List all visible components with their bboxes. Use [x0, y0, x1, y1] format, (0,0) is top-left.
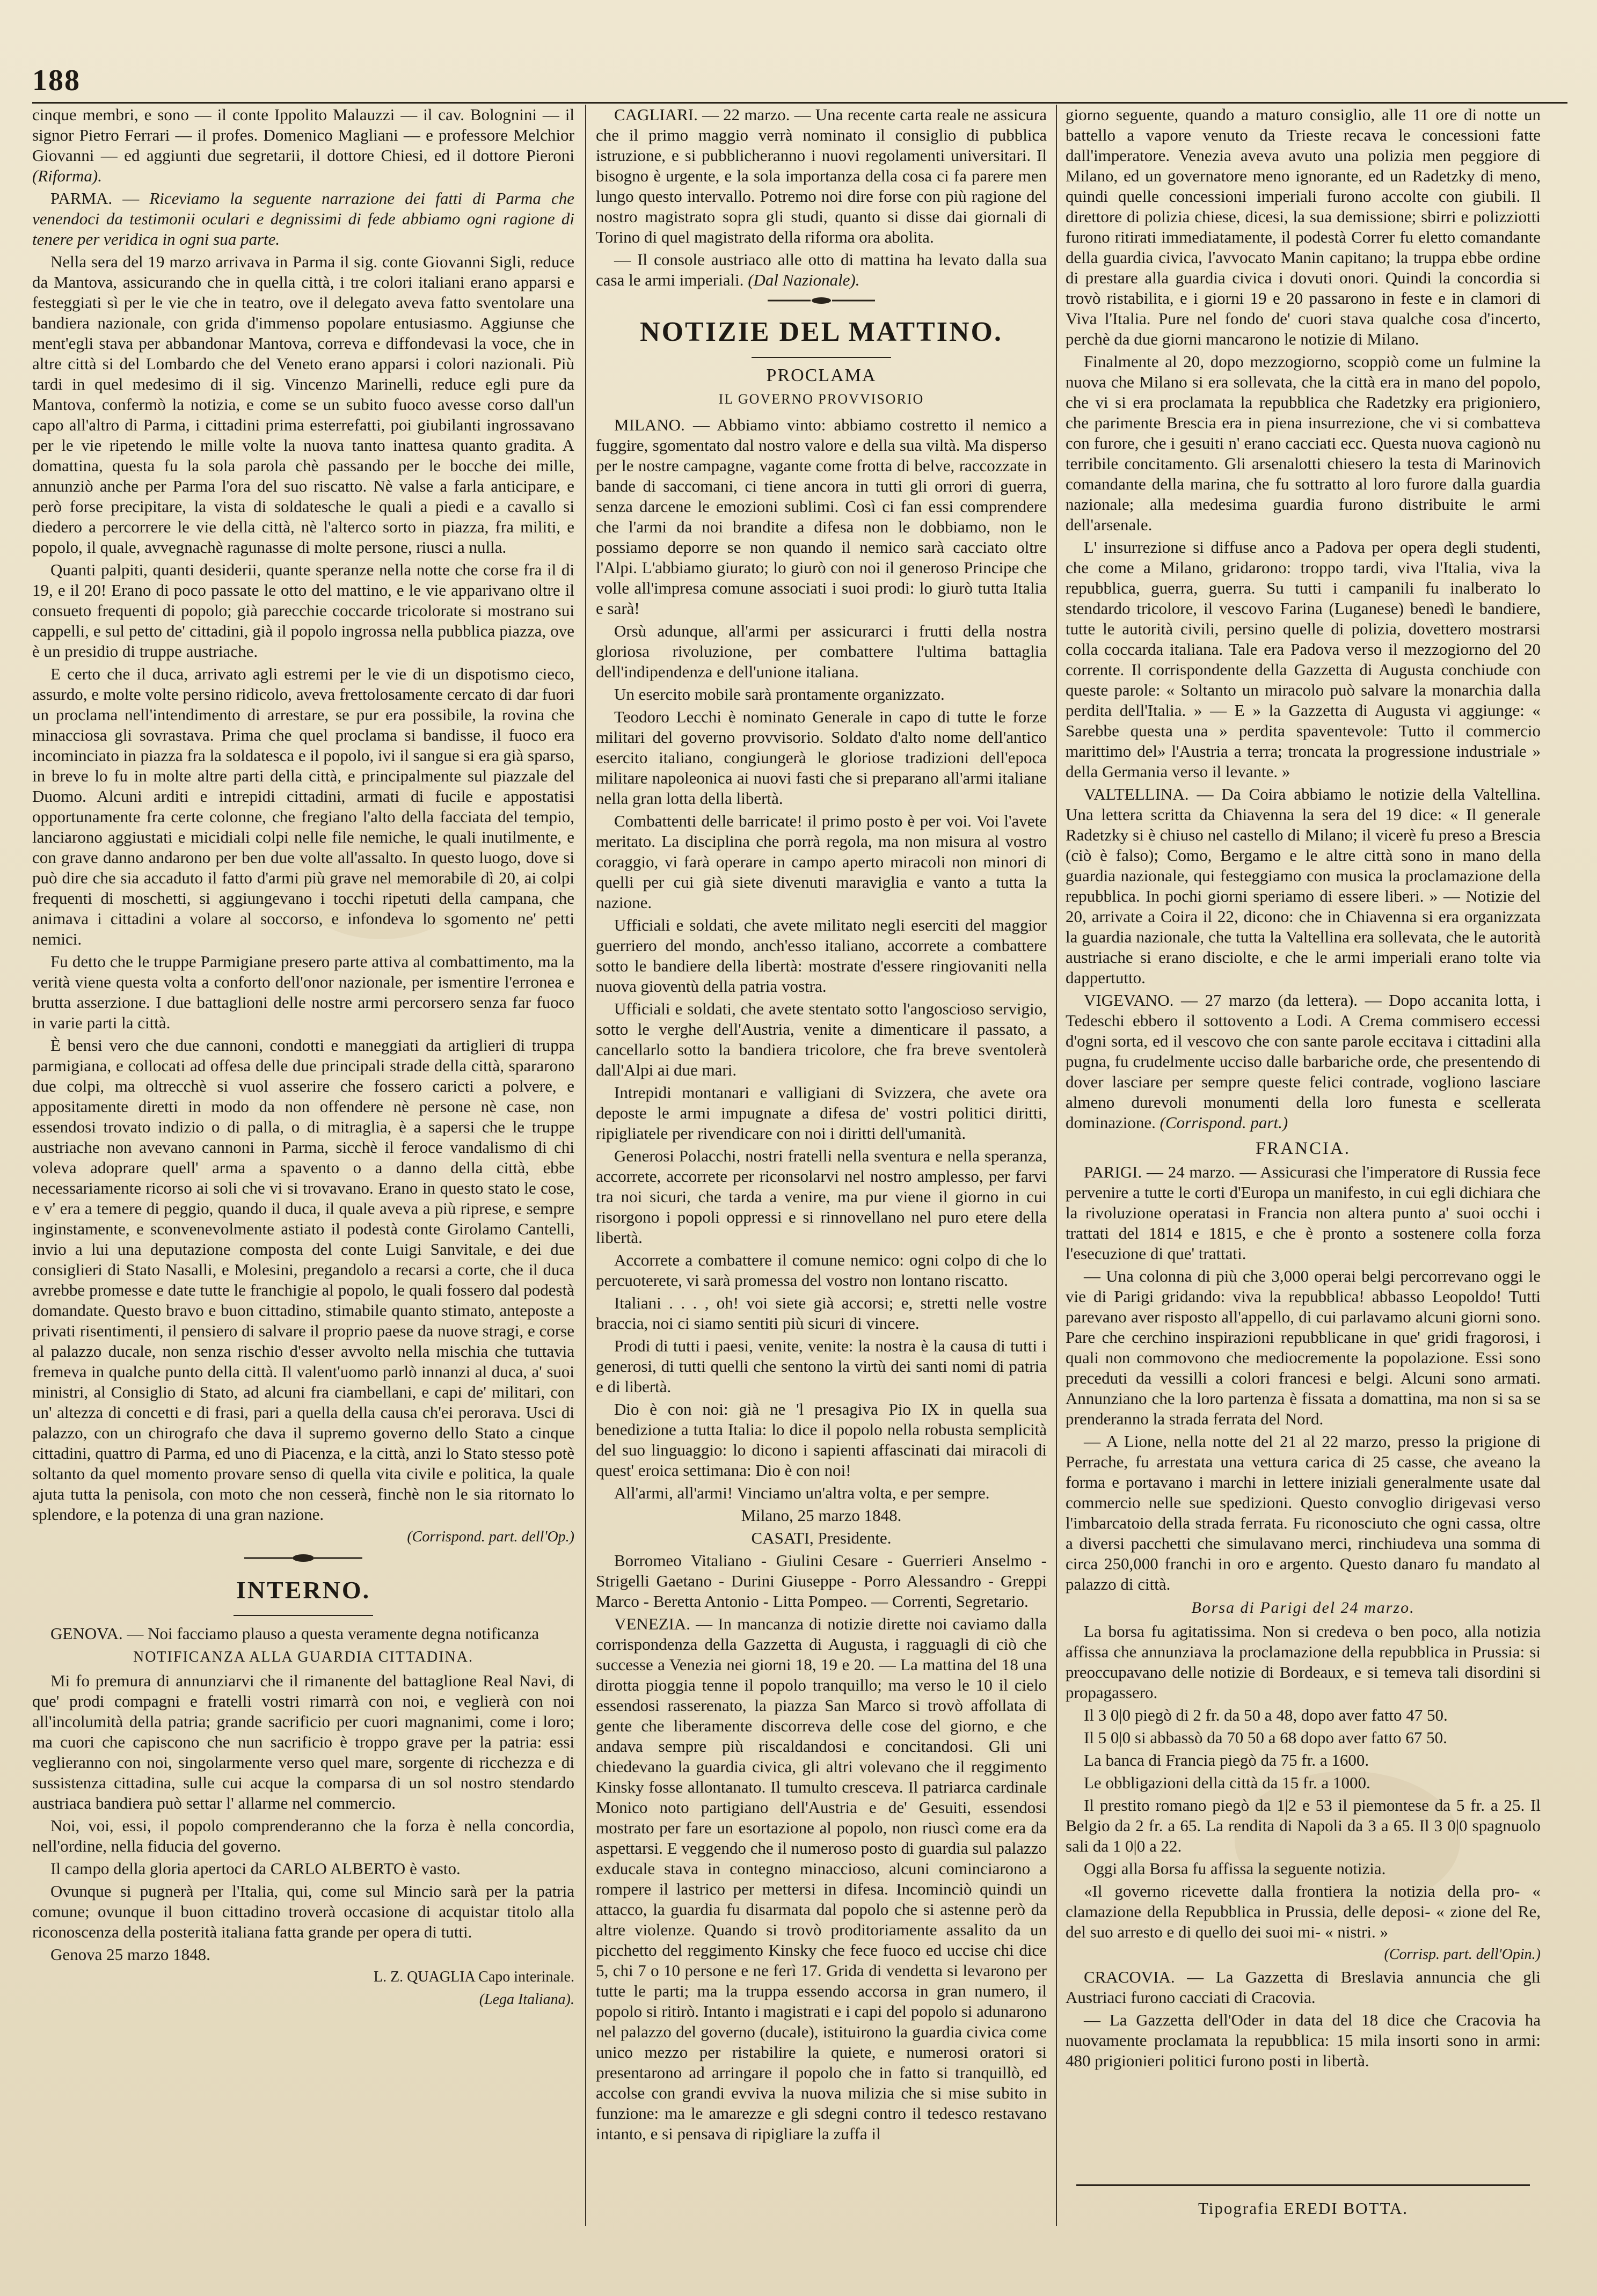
- parma-source: (Corrispond. part. dell'Op.): [407, 1529, 574, 1545]
- venezia-paragraph: giorno seguente, quando a maturo consiglio, alle 11 ore di notte un battello a vapore venuto da Trieste recava le concessioni fatte dall'imperatore. Venezia aveva avuto una polizia men peggiore di Milano, ed un governatore meno ignorante, ed un Radetzky di meno, quindi quelle concessioni imperiali furono accolte con giubili. Il direttore di polizia chiese, dicesi, la sua demissione; sbirri e polizziotti furono ritirati immediatamente, il podestà Correr fu eletto comandante della guardia civica, l'avvocato Manin capitano; la truppa ebbe ordine di prestare alla guardia civica i dovuti onori. Quindi la concordia si trovò ristabilita, e i giorni 19 e 20 passarono in feste e in clamori di Viva l'Italia. Pure nel fondo de' cuori stava qualche cosa d'incerto, perchè da due giorni mancarono le notizie di Milano.: [1066, 105, 1541, 348]
- genova-lead: GENOVA. — Noi facciamo plauso a questa veramente degna notificanza: [50, 1624, 539, 1643]
- borsa-source: (Corrisp. part. dell'Opin.): [1384, 1946, 1541, 1963]
- parma-paragraph: È bensi vero che due cannoni, condotti e maneggiati da artiglieri di truppa parmigiana, e collocati ad offesa delle due principali strade della città, spararono due colpi, ma oltrecchè si vuol asserire che fossero caricti a polvere, e appositamente diretti in modo da non offendere nè persone nè case, non essendosi trovato indizio o di palla, o di mitraglia, è a sapersi che le truppe austriache non avevano cannoni in Parma, sicchè il feroce vandalismo di chi voleva adoprare quell' arma a spavento o a danno della città, ebbe necessariamente ricorso ai soli che vi si trovavano. Erano in questo stato le cose, e v' era a temere di peggio, quando il duca, il quale aveva a più riprese, e sempre inginstamente, e sconvenevolmente astiato il podestà conte Girolamo Cantelli, invio a lui una deputazione composta del conte Luigi Sanvitale, e dei due consiglieri di Stato Nasalli, e Molesini, pregandolo a recarsi a corte, che il duca avrebbe promesse e date tutte le franchigie al popolo, le quali fossero dal podestà domandate. Questo bravo e buon cittadino, stimabile quanto stimato, anteposte a privati risentimenti, il pensiero di salvare il proprio paese da nuove stragi, e corse al palazzo ducale, non senza rischio d'esser avvolto nella mischia che tuttavia fremeva in qualche punto della città. Il valent'uomo parlò innanzi al duca, a' suoi ministri, al Consiglio di Stato, ad alcuni fra ciambellani, e capi de' militari, con un' altezza di concetti e di frasi, pari a quella della causa ch'ei perorava. Usci di palazzo, con un chirografo che dava il supremo governo dello Stato a cinque cittadini, quattro di Parma, ed uno di Piacenza, e la città, anzi lo Stato stesso potè soltanto da quel momento provare senso di quella vita civile e politica, la quale ajuta tutta la penisola, con moto che non cesserà, finchè non le sia ritornato lo splendore, e la potenza di una gran nazione.: [32, 1036, 574, 1524]
- borsa-line: Il 5 0|0 si abbassò da 70 50 a 68 dopo aver fatto 67 50.: [1084, 1728, 1447, 1747]
- notificanza-paragraph: Ovunque si pugnerà per l'Italia, qui, come sul Mincio sarà per la patria comune; ovunque il buon cittadino troverà occasione di acquistar titolo alla riconoscenza della posterità italiana fatta grande per opera di tutti.: [32, 1882, 574, 1941]
- proclama-paragraph: Intrepidi montanari e valligiani di Svizzera, che avete ora deposte le armi impugnate a difesa de' vostri politici diritti, ripigliatele per rivendicare con noi i diritti dell'umanità.: [596, 1083, 1047, 1143]
- cagliari-article: CAGLIARI. — 22 marzo. — Una recente carta reale ne assicura che il primo maggio verrà nominato il consiglio di pubblica istruzione, e si pubblicheranno i nuovi regolamenti universitari. Il bisogno è urgente, e la sola importanza della cosa ci fa parere men lungo questo intervallo. Potremo noi dire forse con più ragione del nostro magistrato sopra gli studi, quanto si disse dai giornali di Torino di quel magistrato della riforma ora abolita.: [596, 105, 1047, 246]
- venezia-paragraph: Finalmente al 20, dopo mezzogiorno, scoppiò come un fulmine la nuova che Milano si era sollevata, che la città era in mano del popolo, che vi si era proclamata la repubblica che Radetzky era prigioniero, che parimente Brescia era in piena insurrezione, che vi si combatteva con furore, che i gesuiti n' erano cacciati ecc. Questa nuova cagionò nu terribile concitamento. Gli arsenalotti chiesero la testa di Marinovich comandante della marina, che fu sottratto al loro furore dalla guardia nazionale; alla medesima guardia furono distribuite le armi dell'arsenale.: [1066, 352, 1541, 534]
- column-left: [32, 105, 574, 2234]
- parma-paragraph: E certo che il duca, arrivato agli estremi per le vie di un dispotismo cieco, assurdo, e molte volte persino ridicolo, aveva frettolosamente cercato di dar fuori un proclama nell'intendimento di arrestare, se pur era possibile, la rovina che minacciosa gli sovrastava. Prima che quel proclama si bandisse, il fuoco era incominciato in piazza fra la soldatesca e il popolo, ivi il sangue si era già sparso, in breve lo fu in molte altre parti della città, e principalmente sul piazzale del Duomo. Alcuni arditi e intrepidi cittadini, armati di fucile e appostatisi opportunamente fra certe colonne, che fregiano l'alto della facciata del tempio, lanciarono aggiustati e micidiali colpi nelle file nemiche, le quali inutilmente, e con grave danno andarono per ben due volte all'assalto. In questo luogo, dove si può dire che sia accaduto il fatto d'armi più grave nel memorabile dì 20, ai colpi frequenti di moschetti, si aggiungevano i tocchi ripetuti della campana, che animava i cittadini a volare al soccorso, e infondeva lo sgomento ne' petti nemici.: [32, 664, 574, 948]
- borsa-line: La borsa fu agitatissima. Non si credeva o ben poco, alla notizia affissa che annunziava la proclamazione della repubblica in Prussia: si preoccupavano delle notizie di Bordeaux, e si temeva tali disordini si propagassero.: [1066, 1622, 1541, 1702]
- column-right: [1066, 105, 1541, 2234]
- parma-paragraph: Nella sera del 19 marzo arrivava in Parma il sig. conte Giovanni Sigli, reduce da Mantova, assicurando che in quella città, i tre colori italiani erano apparsi e festeggiati sì per le vie che in teatro, ove il delegato aveva fatto sventolare una bandiera nazionale, con grida d'immenso popolare entusiasmo. Aggiunse che ment'egli stava per abbandonar Mantova, correva e diffondevasi la voce, che in altre città si del Lombardo che del Veneto erano apparsi i colori nazionali. Più tardi in quel medesimo di il sig. Vincenzo Marinelli, reduce egli pure da Mantova, confermò la notizia, e come se un subito fuoco avesse corso dall'un capo all'altro di Parma, i cittadini prima esterrefatti, poi giubilanti ingrossavano per le vie ripetendo le mille volte la nuova tanto inattesa quanto gradita. A domattina, questa fu la sola parola chè passando per le bocche dei mille, annunziò anche per Parma l'ora del suo riscatto. Nè valse a farla anticipare, e però forse precipitare, la vista di soldatesche le quali a piedi e a cavallo si diedero a percorrere le vie della città, nè l'alterco sorto in piazza, fra militi, e popolo, il quale, avvegnachè ragunasse di molte persone, riusci a nulla.: [32, 252, 574, 557]
- proclama-paragraph: Dio è con noi: già ne 'l presagiva Pio IX in quella sua benedizione a tutta Italia: lo dice il popolo nella robusta semplicità del suo linguaggio: lo dicono i sapienti affascinati dai miracoli di quest' eroica settimana: Dio è con noi!: [596, 1400, 1047, 1480]
- proclama-paragraph: Ufficiali e soldati, che avete militato negli eserciti del maggior guerriero del mondo, anch'esso italiano, accorrete a combattere sotto le bandiere della libertà: mostrate d'essere ringiovaniti nella nuova gioventù della patria vostra.: [596, 916, 1047, 996]
- governo-title: IL GOVERNO PROVVISORIO: [718, 391, 924, 407]
- article-text: cinque membri, e sono — il conte Ippolito Malauzzi — il cav. Bolognini — il signor Pietro Ferrari — il profes. Domenico Magliani — e professore Melchior Giovanni — ed aggiunti due segretarii, il dottore Chiesi, ed il dottore Pieroni (Riforma).: [32, 105, 574, 185]
- borsa-line: La banca di Francia piegò da 75 fr. a 1600.: [1084, 1751, 1369, 1769]
- milano-date: Milano, 25 marzo 1848.: [741, 1506, 902, 1525]
- proclama-paragraph: All'armi, all'armi! Vinciamo un'altra volta, e per sempre.: [614, 1483, 990, 1502]
- printer-imprint: Tipografia EREDI BOTTA.: [1198, 2199, 1409, 2218]
- section-title-francia: FRANCIA.: [1255, 1139, 1351, 1158]
- borsa-line: Oggi alla Borsa fu affissa la seguente notizia.: [1084, 1859, 1386, 1878]
- parma-lead: PARMA. — Riceviamo la seguente narrazione dei fatti di Parma che venendoci da testimonii oculari e degnissimi di fede abbiamo ogni ragione di tenere per veridica in ogni sua parte.: [32, 189, 574, 248]
- proclama-lead: MILANO. — Abbiamo vinto: abbiamo costretto il nemico a fuggire, sgomentato dal nostro valore e della sua viltà. Ma disperso per le nostre campagne, vagante come frotta di belve, raccozzate in bande di saccomani, ci tiene ancora in tutti gli orrori di guerra, senza darcene le emozioni sublimi. Così ci fan essi comprendere che l'armi da noi brandite a difesa non le dobbiamo, non le possiamo deporre se non quando il nemico sarà cacciato oltre l'Alpi. L'abbiamo giurato; lo giurò con noi il generoso Principe che volle all'impresa comune associati i suoi prodi: lo giurò tutta Italia e sarà!: [596, 415, 1047, 618]
- column-divider: [585, 105, 586, 2226]
- borsa-line: Le obbligazioni della città da 15 fr. a 1000.: [1084, 1773, 1370, 1792]
- borsa-title: Borsa di Parigi del 24 marzo.: [1191, 1599, 1415, 1617]
- proclama-paragraph: Accorrete a combattere il comune nemico: ogni colpo di che lo percuoterete, vi sarà promessa del vostro non lontano riscatto.: [596, 1251, 1047, 1290]
- borsa-line: Il 3 0|0 piegò di 2 fr. da 50 a 48, dopo aver fatto 47 50.: [1084, 1706, 1448, 1724]
- column-middle: [596, 105, 1047, 2234]
- genova-signature: L. Z. QUAGLIA Capo interinale.: [373, 1969, 574, 1985]
- genova-date: Genova 25 marzo 1848.: [50, 1945, 210, 1964]
- section-rule: [752, 357, 891, 358]
- section-rule: [234, 1615, 373, 1616]
- proclama-paragraph: Prodi di tutti i paesi, venite, venite: la nostra è la causa di tutti i generosi, di tutti quelli che sentono la virtù dei santi nomi di patria e di libertà.: [596, 1336, 1047, 1396]
- parma-paragraph: Fu detto che le truppe Parmigiane presero parte attiva al combattimento, ma la verità viene questa volta a conforto dell'onor nazionale, per ismentire l'erronea e brutta asserzione. I due battaglioni delle nostre armi percorsero senza far fuoco in varie parti la città.: [32, 952, 574, 1032]
- notificanza-title: NOTIFICANZA ALLA GUARDIA CITTADINA.: [133, 1649, 473, 1665]
- venezia-paragraph: L' insurrezione si diffuse anco a Padova per opera degli studenti, che come a Milano, gridarono: troppo tardi, viva l'Italia, viva la repubblica, guerra, guerra. Su tutti i campanili fu inalberato lo stendardo tricolore, il vescovo Farina (Luganese) benedì le bandiere, tutte le autorità civili, persino quelle di polizia, dovettero mostrarsi colla coccarda italiana. Tale era Padova verso il mezzogiorno del 20 corrente. Il corrispondente della Gazzetta di Augusta conchiude con queste parole: « Soltanto un miracolo può salvare la monarchia dalla perdita dell'Italia. » — E » la Gazzetta di Augusta vi aggiunge: « Sarebbe questa una » perdita spaventevole: Tutto il commercio marittimo del» l'Austria a terra; troncata la progressione industriale » della Germania verso il levante. »: [1066, 538, 1541, 781]
- page-number: 188: [32, 64, 81, 97]
- genova-source: (Lega Italiana).: [479, 1991, 574, 2008]
- borsa-line: Il prestito romano piegò da 1|2 e 53 il piemontese da 5 fr. a 25. Il Belgio da 2 fr. a 65. La rendita di Napoli da 3 a 65. Il 3 0|0 spagnuolo sali da 1 0|0 a 22.: [1066, 1796, 1541, 1855]
- imprint-rule: [1076, 2184, 1530, 2186]
- notificanza-paragraph: Noi, voi, essi, il popolo comprenderanno che la forza è nella concordia, nell'ordine, nella fiducia del governo.: [32, 1816, 574, 1855]
- notificanza-paragraph: Il campo della gloria apertoci da CARLO ALBERTO è vasto.: [50, 1859, 461, 1878]
- section-title-interno: INTERNO.: [236, 1576, 371, 1604]
- valtellina-article: VALTELLINA. — Da Coira abbiamo le notizie della Valtellina. Una lettera scritta da Chiavenna la sera del 19 dice: « Il generale Radetzky si è chiuso nel castello di Milano; il vicerè fu preso a Brescia (ciò è falso); Como, Bergamo e le altre città sono in mano della guardia nazionale, qui festeggiamo con musica la proclamazione della repubblica. In pochi giorni speriamo di essere liberi. » — Notizie del 20, arrivate a Coira il 22, dicono: che in Chiavenna si era organizzata la guardia nazionale, che tutta la Valtellina era sollevata, che le autorità austriache si erano disciolte, e che le armi imperiali erano tolte via dappertutto.: [1066, 785, 1541, 987]
- proclama-paragraph: Combattenti delle barricate! il primo posto è per voi. Voi l'avete meritato. La disciplina che porrà regola, ma non misura al vostro coraggio, vi farà operare in campo aperto miracoli non minori di quelli per cui già siete divenuti maraviglia e vanto a tutta la nazione.: [596, 811, 1047, 912]
- section-title-notizie: NOTIZIE DEL MATTINO.: [640, 317, 1003, 347]
- proclama-paragraph: Ufficiali e soldati, che avete stentato sotto l'angoscioso servigio, sotto le verghe dell'Austria, venite a dimenticare il passato, a cancellarlo sotto la bandiera tricolore, che fra breve sventolerà dall'Alpi ai due mari.: [596, 999, 1047, 1079]
- parigi-article: PARIGI. — 24 marzo. — Assicurasi che l'imperatore di Russia fece pervenire a tutte le corti d'Europa un manifesto, in cui egli dichiara che la rivoluzione operatasi in Francia non altera punto a' suoi occhi i trattati del 1814 e 1815, e che è pronto a sostenere colla forza l'esecuzione di que' trattati.: [1066, 1162, 1541, 1263]
- members: Borromeo Vitaliano - Giulini Cesare - Guerrieri Anselmo - Strigelli Gaetano - Durini Giuseppe - Porro Alessandro - Greppi Marco - Beretta Antonio - Litta Pompeo. — Correnti, Segretario.: [596, 1551, 1047, 1611]
- francia-paragraph: — Una colonna di più che 3,000 operai belgi percorrevano oggi le vie di Parigi gridando: viva la repubblica! abbasso Leopoldo! Tutti parevano aver risposto all'appello, di cui parlavamo alcuni giorni sono. Pare che cerchino inspirazioni repubblicane in que' gridi fragorosi, i quali non commovono che mediocremente la popolazione. Essi sono preceduti da vessilli a colori francesi e belgi. Alcuni sono armati. Annunziano che la loro partenza è fissata a domattina, ma non si sa se prenderanno la strada ferrata del Nord.: [1066, 1267, 1541, 1428]
- column-divider: [1056, 105, 1057, 2226]
- proclama-paragraph: Italiani . . . , oh! voi siete già accorsi; e, stretti nelle vostre braccia, noi ci siamo sentiti più sicuri di vincere.: [596, 1293, 1047, 1333]
- president: CASATI, Presidente.: [751, 1529, 892, 1547]
- console-article: — Il console austriaco alle otto di mattina ha levato dalla sua casa le armi imperiali. (Dal Nazionale).: [596, 250, 1047, 289]
- cracovia-article: CRACOVIA. — La Gazzetta di Breslavia annuncia che gli Austriaci furono cacciati di Cracovia.: [1066, 1968, 1541, 2007]
- section-ornament: [768, 296, 875, 305]
- oder-article: — La Gazzetta dell'Oder in data del 18 dice che Cracovia ha nuovamente proclamata la repubblica: 15 mila insorti sono in armi: 480 prigionieri politici furono posti in libertà.: [1066, 2010, 1541, 2070]
- borsa-line: «Il governo ricevette dalla frontiera la notizia della pro- « clamazione della Repubblica in Prussia, delle deposi- « zione del Re, del suo arresto e di quello dei suoi mi- « nistri. »: [1066, 1882, 1541, 1941]
- header-rule: [32, 102, 1567, 104]
- proclama-title: PROCLAMA: [766, 365, 877, 385]
- parma-paragraph: Quanti palpiti, quanti desiderii, quante speranze nella notte che corse fra il di 19, e il 20! Erano di poco passate le otto del mattino, e le vie apparivano oltre il consueto frequenti di popolo; già parecchie coccarde tricolorate si mostrano sui cappelli, e sul petto de' cittadini, già il popolo ingrossa nella pubblica piazza, ove è un presidio di truppe austriache.: [32, 560, 574, 661]
- proclama-paragraph: Generosi Polacchi, nostri fratelli nella sventura e nella speranza, accorrete, accorrete per riconsolarvi nel nostro amplesso, per farvi tra noi sicuri, che tarda a venire, ma pur viene il giorno in cui risorgono i popoli oppressi e si rinnovellano nel puro etere della libertà.: [596, 1146, 1047, 1247]
- section-ornament: [244, 1553, 362, 1563]
- notificanza-paragraph: Mi fo premura di annunziarvi che il rimanente del battaglione Real Navi, di que' prodi compagni e fratelli vostri rimarrà con noi, e veglierà con noi all'incolumità della patria; grande sacrificio per cuori magnanimi, come i loro; ma cuori che capiscono che nun sacrificio è troppo grave per la patria: essi veglieranno con noi, singolarmente verso quel mare, sorgente di ricchezza e di sussistenza cittadina, sulle cui acque la comparsa di un sol nostro stendardo austriaca bandiera può settar l' allarme nel commercio.: [32, 1671, 574, 1812]
- vigevano-article: VIGEVANO. — 27 marzo (da lettera). — Dopo accanita lotta, i Tedeschi ebbero il sottovento a Lodi. A Crema commisero eccessi d'ogni sorta, ed il vescovo che con sante parole eccitava i cittadini alla pugna, fu crudelmente ucciso dalle barbariche orde, che presentendo di dover lasciare per sempre queste felici contrade, vogliono lasciare almeno durevoli monumenti della loro funesta e scellerata dominazione. (Corrispond. part.): [1066, 991, 1541, 1132]
- francia-paragraph: — A Lione, nella notte del 21 al 22 marzo, presso la prigione di Perrache, fu arrestata una vettura carica di 25 casse, che aveano la forma e portavano i marchi in lettere iniziali generalmente usate dal commercio nelle sue spedizioni. Questo convoglio dirigevasi verso l'imbarcatoio della strada ferrata. Fu riconosciuto che ogni cassa, oltre a diversi pacchetti che simulavano merci, rinchiudeva una somma di circa 250,000 franchi in oro e argento. Questo danaro fu mandato al palazzo di città.: [1066, 1432, 1541, 1593]
- proclama-paragraph: Orsù adunque, all'armi per assicurarci i frutti della nostra gloriosa rivoluzione, per combattere l'ultima battaglia dell'indipendenza e dell'unione italiana.: [596, 621, 1047, 681]
- venezia-article: VENEZIA. — In mancanza di notizie dirette noi caviamo dalla corrispondenza della Gazzetta di Augusta, i ragguagli di ciò che successe a Venezia nei giorni 18, 19 e 20. — La mattina del 18 una dirotta pioggia tenne il popolo tranquillo; ma verso le 10 il cielo essendosi rasserenato, la piazza San Marco si trovò affollata di gente che liberamente discorreva delle cose del giorno, e che andava sempre più riscaldandosi e concitandosi. Gli uni chiedevano la guardia civica, gli altri volevano che il reggimento Kinsky fosse allontanato. Il tumulto cresceva. Il patriarca cardinale Monico noto partigiano dell'Austria e de' Gesuiti, essendosi mostrato per fare un esortazione al popolo, non riuscì come era da aspettarsi. E veggendo che il numeroso posto di guardia sul palazzo exducale stava in contegno minaccioso, alcuni cominciarono a rompere il lastrico per mettersi in difesa. Incominciò quindi un attacco, la guardia fu disarmata dal popolo che si astenne però da altre violenze. Quando si trovò proditoriamente assalito da un picchetto del reggimento Kinsky che fece fuoco ed uccise chi dice 5, chi 7 o 10 persone e ne ferì 17. Grida di vendetta si levarono per tutte le parti; ma la truppa essendo accorsa in gran numero, il popolo si ritirò. Intanto i magistrati e i capi del popolo si adunarono nel palazzo del governo (ducale), istituirono la guardia civica come unico mezzo per ristabilire la quiete, e numerosi oratori si presentarono ad arringare il popolo che in fatto si tranquillò, ed accolse con grandi evviva la nuova milizia che si mise subito in funzione: ma le amarezze e gli sdegni contro il tedesco restavano intanto, e si pensava di ripigliare la zuffa il: [596, 1614, 1047, 2143]
- proclama-paragraph: Teodoro Lecchi è nominato Generale in capo di tutte le forze militari del governo provvisorio. Soldato d'alto nome dell'antico esercito italiano, congiungerà le gloriose tradizioni dell'epoca militare napoleonica ai nuovi fasti che si preparano all'armi italiane nella gran lotta della libertà.: [596, 707, 1047, 808]
- proclama-paragraph: Un esercito mobile sarà prontamente organizzato.: [614, 685, 945, 704]
